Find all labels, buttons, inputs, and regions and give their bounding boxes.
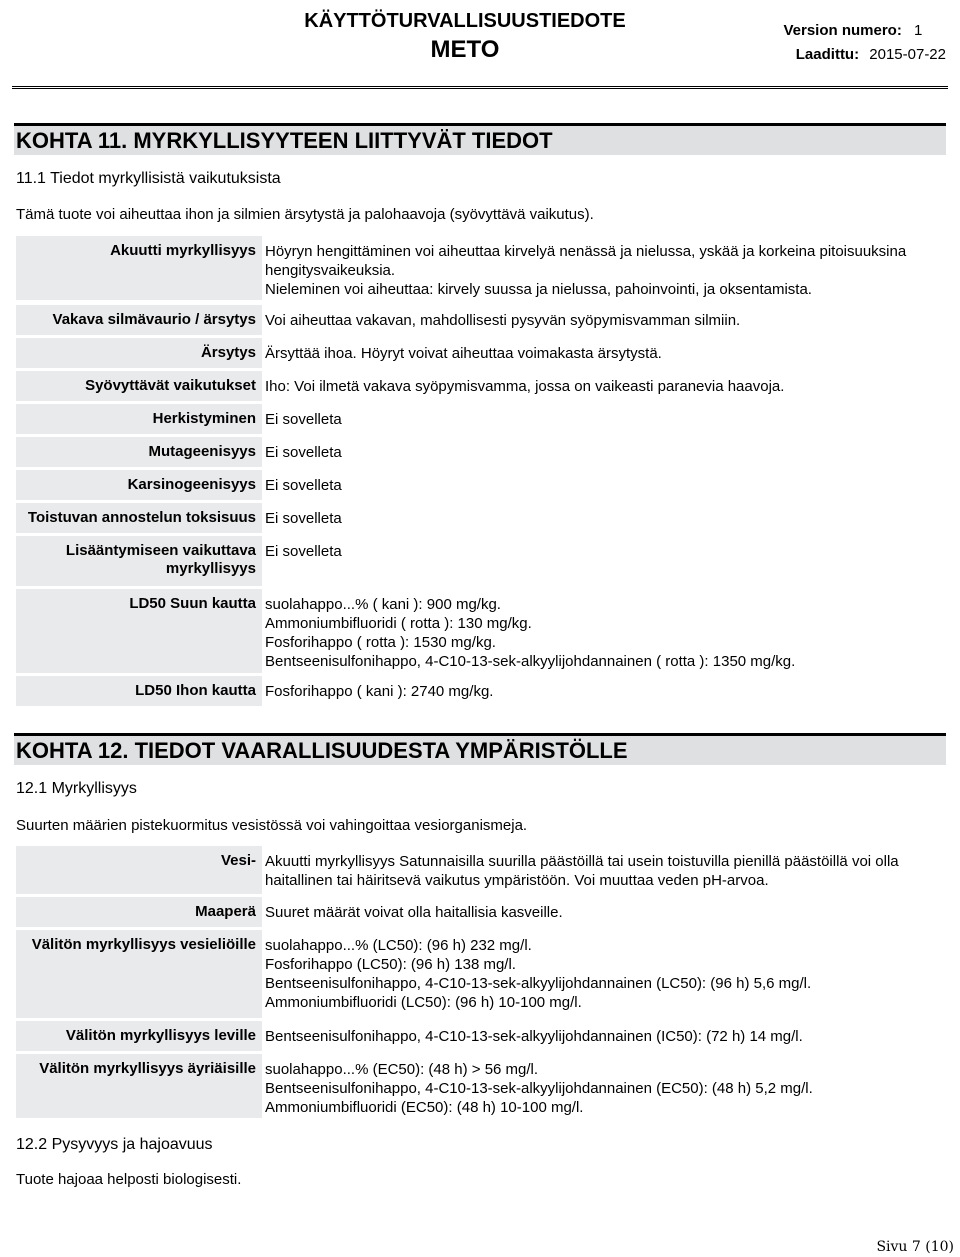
row-label: Toistuvan annostelun toksisuus (16, 503, 262, 533)
row-value-line: Nieleminen voi aiheuttaa: kirvely suussa ja nielussa, pahoinvointi, ja oksentamista. (265, 281, 812, 298)
table-row-mutageenisyys (16, 437, 946, 467)
row-value-line: suolahappo...% (EC50): (48 h) > 56 mg/l. (265, 1061, 539, 1078)
row-value-line: Ei sovelleta (265, 510, 342, 527)
row-value (265, 503, 946, 528)
row-value (265, 1054, 946, 1117)
row-label: Vakava silmävaurio / ärsytys (16, 305, 262, 335)
version-info (783, 22, 946, 39)
product-name: METO (430, 36, 500, 63)
row-value (265, 676, 946, 701)
row-value-line: Fosforihappo ( rotta ): 1530 mg/kg. (265, 634, 496, 651)
row-value-line: Bentseenisulfonihappo, 4-C10-13-sek-alkyylijohdannainen (EC50): (48 h) 5,2 mg/l. (265, 1080, 813, 1097)
date-info (796, 46, 946, 63)
table-row-vakava-silmavaurio-arsytys (16, 305, 946, 335)
version-label: Version numero: (783, 22, 902, 39)
row-value-line: haitallinen tai häiritsevä vaikutus ympäristöön. Voi muuttaa veden pH-arvoa. (265, 872, 769, 889)
row-label: Syövyttävät vaikutukset (16, 371, 262, 401)
row-value-line: suolahappo...% (LC50): (96 h) 232 mg/l. (265, 937, 532, 954)
row-value-line: suolahappo...% ( kani ): 900 mg/kg. (265, 596, 501, 613)
table-row-valiton-myrkyllisyys-leville (16, 1021, 946, 1051)
section-11-1-heading: 11.1 Tiedot myrkyllisistä vaikutuksista (16, 170, 281, 187)
row-value-line: Bentseenisulfonihappo, 4-C10-13-sek-alkyylijohdannainen (IC50): (72 h) 14 mg/l. (265, 1028, 803, 1045)
row-value (265, 536, 946, 561)
row-value-line: Ammoniumbifluoridi (LC50): (96 h) 10-100 mg/l. (265, 994, 582, 1011)
table-row-valiton-myrkyllisyys-vesielioille (16, 930, 946, 1018)
date-value: 2015-07-22 (869, 46, 946, 63)
row-label: Karsinogeenisyys (16, 470, 262, 500)
document-header (0, 0, 960, 90)
table-row-lisaantymiseen-vaikuttava-myrkyllisyys (16, 536, 946, 586)
row-label: Ärsytys (16, 338, 262, 368)
document-title: KÄYTTÖTURVALLISUUSTIEDOTE (304, 10, 626, 32)
section-11-intro: Tämä tuote voi aiheuttaa ihon ja silmien ärsytystä ja palohaavoja (syövyttävä vaikutus). (16, 206, 594, 223)
row-value (265, 404, 946, 429)
row-value-line: Ei sovelleta (265, 543, 342, 560)
row-value-line: Fosforihappo ( kani ): 2740 mg/kg. (265, 683, 494, 700)
row-value (265, 305, 946, 330)
row-value-line: Höyryn hengittäminen voi aiheuttaa kirvelyä nenässä ja nielussa, yskää ja korkeina pitoisuuksina (265, 243, 907, 260)
row-value-line: Ärsyttää ihoa. Höyryt voivat aiheuttaa voimakasta ärsytystä. (265, 345, 662, 362)
row-value (265, 930, 946, 1012)
table-row-vesi (16, 846, 946, 894)
row-value-line: Ei sovelleta (265, 411, 342, 428)
row-value-line: Bentseenisulfonihappo, 4-C10-13-sek-alkyylijohdannainen (LC50): (96 h) 5,6 mg/l. (265, 975, 812, 992)
row-value-line: Ammoniumbifluoridi (EC50): (48 h) 10-100 mg/l. (265, 1099, 584, 1116)
row-label: Välitön myrkyllisyys vesieliöille (16, 930, 262, 1018)
row-label: LD50 Suun kautta (16, 589, 262, 673)
section-12-title: KOHTA 12. TIEDOT VAARALLISUUDESTA YMPÄRISTÖLLE (14, 733, 946, 765)
table-row-ld50-suun-kautta (16, 589, 946, 673)
row-label: LD50 Ihon kautta (16, 676, 262, 706)
table-row-valiton-myrkyllisyys-ayriaisille (16, 1054, 946, 1118)
page-number: Sivu 7 (10) (876, 1239, 954, 1255)
table-row-syovyttavat-vaikutukset (16, 371, 946, 401)
table-row-toistuvan-annostelun-toksisuus (16, 503, 946, 533)
row-value-line: Ammoniumbifluoridi ( rotta ): 130 mg/kg. (265, 615, 532, 632)
row-label: Maaperä (16, 897, 262, 927)
row-value-line: Ei sovelleta (265, 444, 342, 461)
row-value-line: Akuutti myrkyllisyys Satunnaisilla suurilla päästöillä tai usein toistuvilla pienillä päästöillä voi olla (265, 853, 899, 870)
row-label: Herkistyminen (16, 404, 262, 434)
row-value (265, 897, 946, 922)
section-12-2-heading: 12.2 Pysyvyys ja hajoavuus (16, 1136, 213, 1153)
section-12-1-heading: 12.1 Myrkyllisyys (16, 780, 137, 797)
row-value (265, 1021, 946, 1046)
section-12-intro: Suurten määrien pistekuormitus vesistössä voi vahingoittaa vesiorganismeja. (16, 817, 528, 834)
row-label: Mutageenisyys (16, 437, 262, 467)
row-label: Vesi- (16, 846, 262, 894)
row-value-line: Fosforihappo (LC50): (96 h) 138 mg/l. (265, 956, 516, 973)
row-value-line: Voi aiheuttaa vakavan, mahdollisesti pysyvän syöpymisvamman silmiin. (265, 312, 741, 329)
table-row-arsytys (16, 338, 946, 368)
row-value-line: Bentseenisulfonihappo, 4-C10-13-sek-alkyylijohdannainen ( rotta ): 1350 mg/kg. (265, 653, 796, 670)
header-divider (12, 86, 948, 90)
section-12-2-note: Tuote hajoaa helposti biologisesti. (16, 1171, 242, 1188)
table-row-karsinogeenisyys (16, 470, 946, 500)
table-row-maapera (16, 897, 946, 927)
section-11-title: KOHTA 11. MYRKYLLISYYTEEN LIITTYVÄT TIEDOT (14, 123, 946, 155)
row-value-line: Suuret määrät voivat olla haitallisia kasveille. (265, 904, 563, 921)
date-label: Laadittu: (795, 46, 860, 63)
row-label: Välitön myrkyllisyys äyriäisille (16, 1054, 262, 1118)
row-value-line: Ei sovelleta (265, 477, 342, 494)
row-value-line: Iho: Voi ilmetä vakava syöpymisvamma, jossa on vaikeasti paranevia haavoja. (265, 378, 785, 395)
table-row-akuutti-myrkyllisyys (16, 236, 946, 300)
row-value (265, 371, 946, 396)
row-label: Lisääntymiseen vaikuttava myrkyllisyys (16, 536, 262, 586)
row-value (265, 338, 946, 363)
table-row-ld50-ihon-kautta (16, 676, 946, 706)
row-value (265, 470, 946, 495)
row-label: Välitön myrkyllisyys leville (16, 1021, 262, 1051)
row-value (265, 437, 946, 462)
row-value (265, 846, 946, 890)
version-value: 1 (914, 22, 923, 39)
row-value-line: hengitysvaikeuksia. (265, 262, 396, 279)
row-value (265, 236, 946, 299)
row-value (265, 589, 946, 671)
table-row-herkistyminen (16, 404, 946, 434)
row-label: Akuutti myrkyllisyys (16, 236, 262, 300)
